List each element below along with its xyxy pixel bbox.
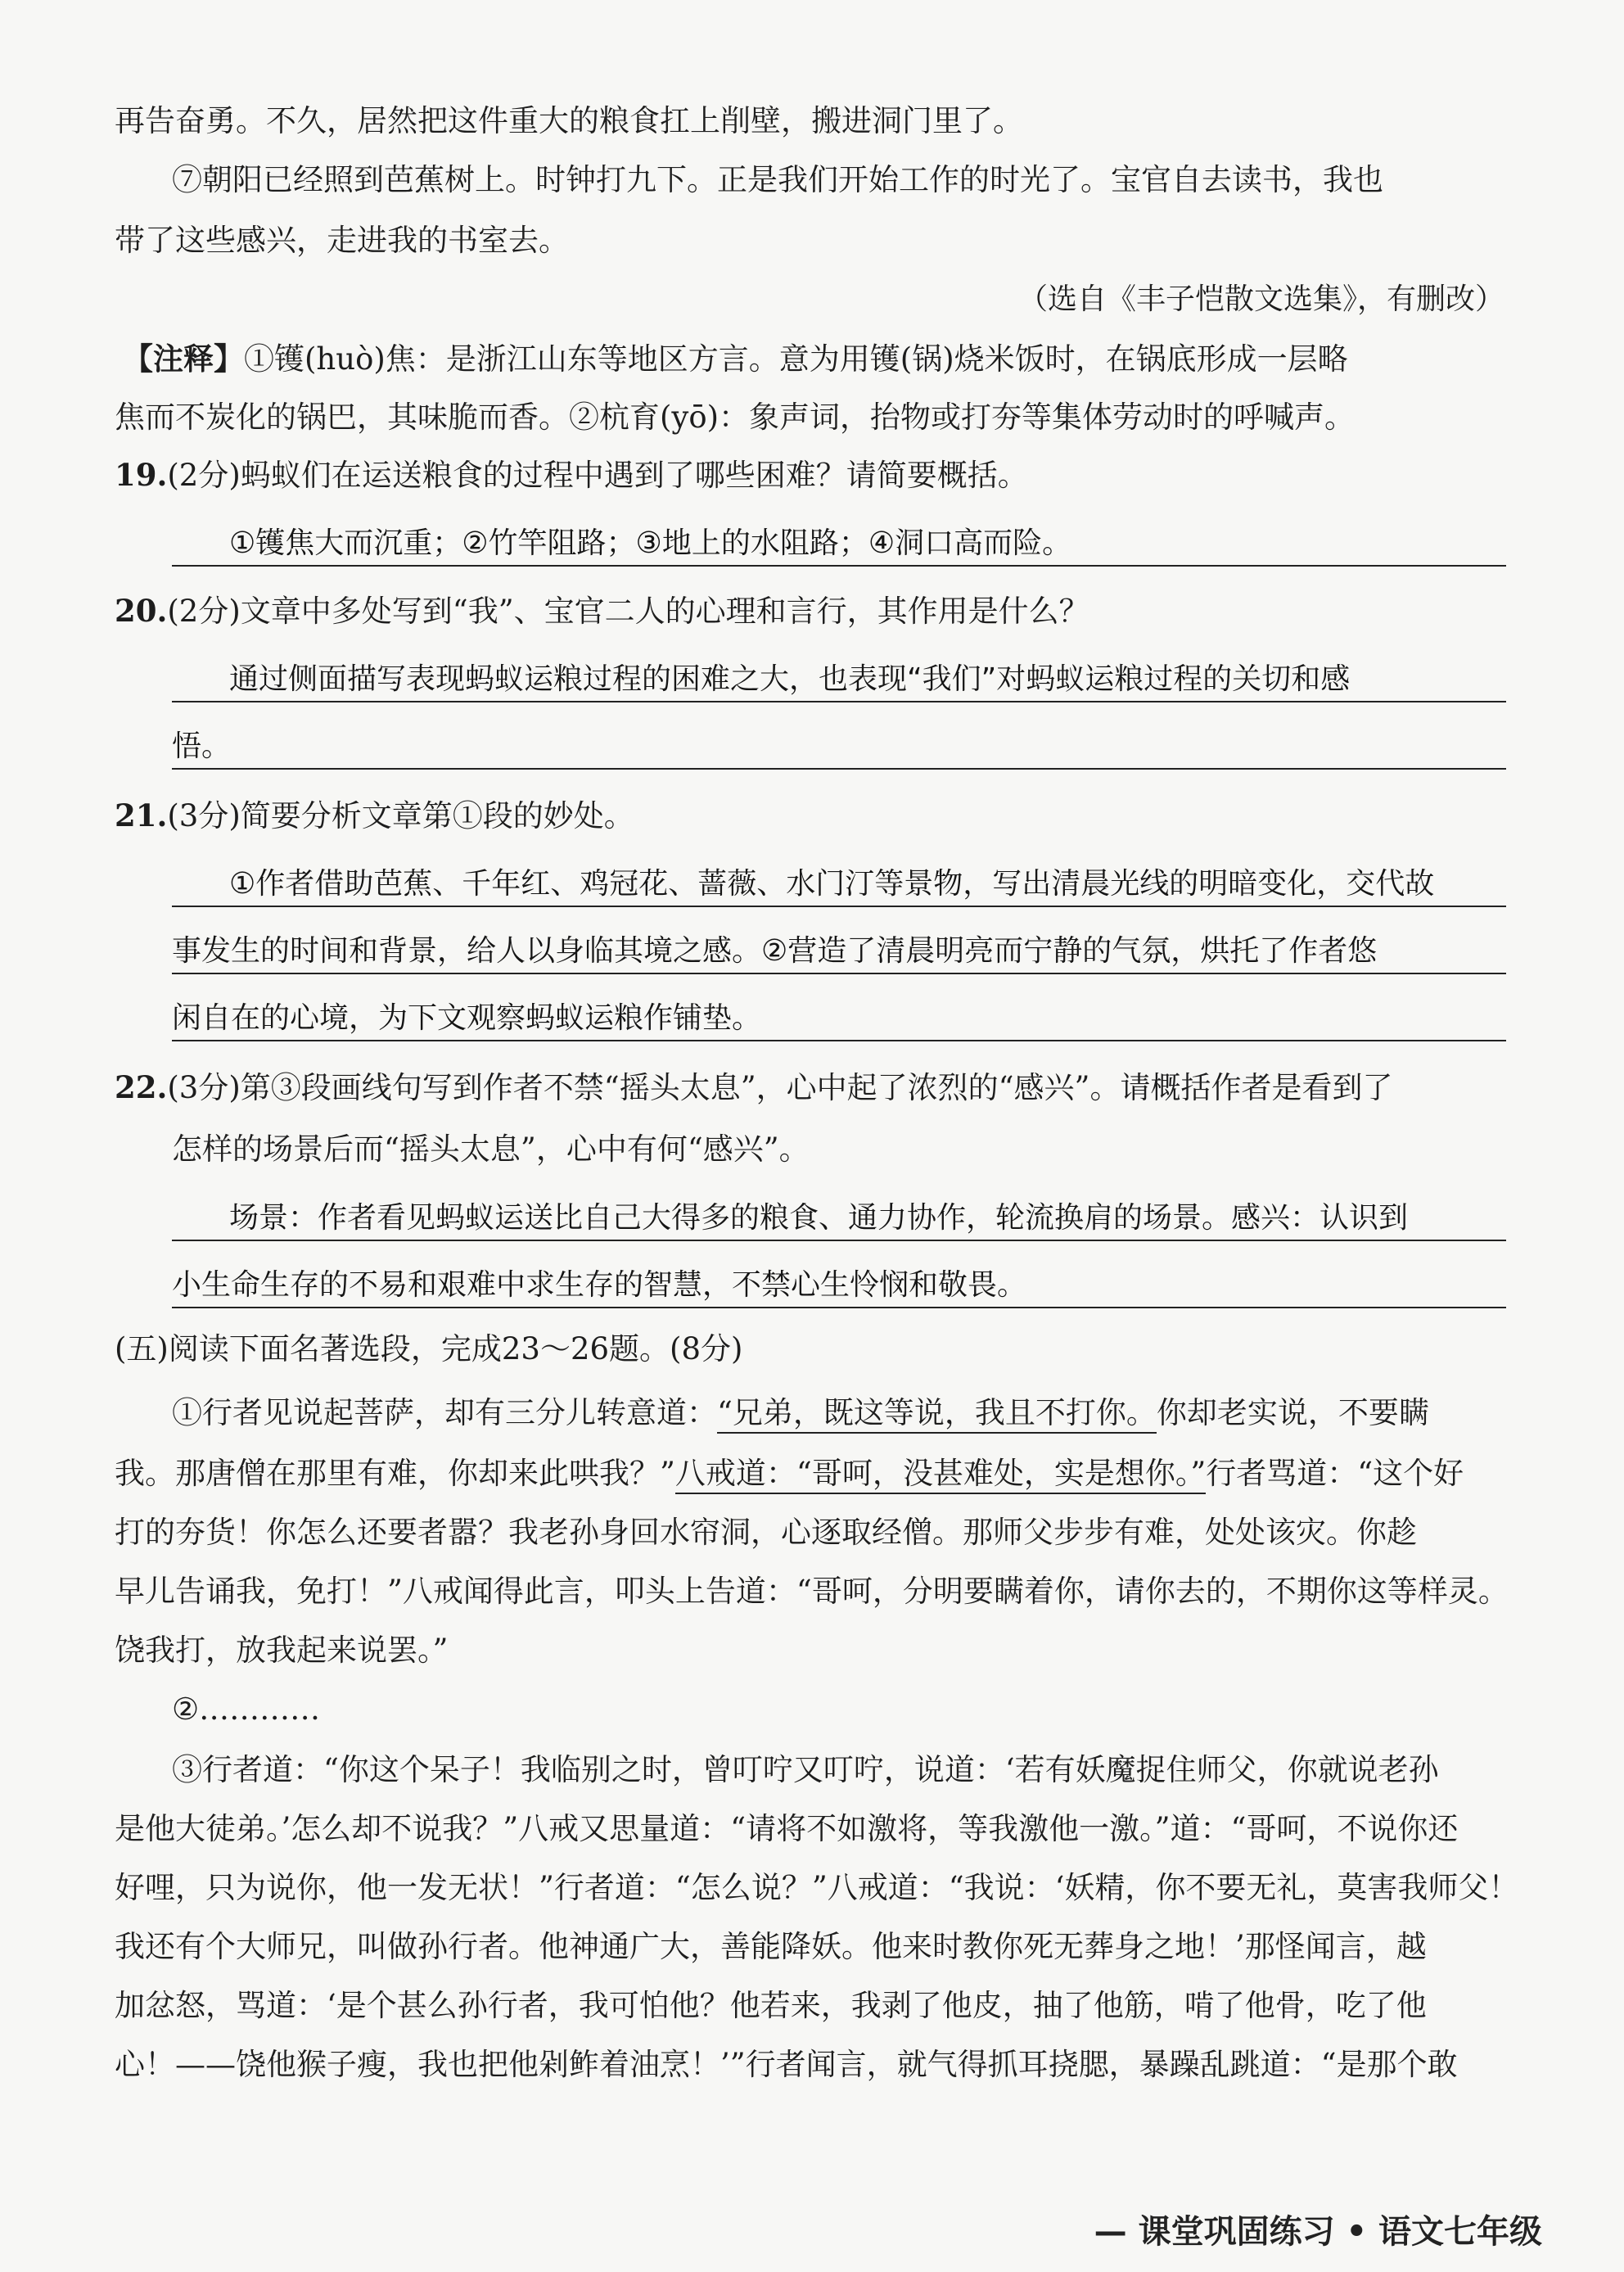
excerpt-text: 你却老实说，不要瞒 — [1156, 1395, 1429, 1430]
question-22-line-1 — [115, 1068, 1506, 1108]
excerpt-p1-line-1 — [172, 1393, 1563, 1433]
question-21 — [115, 796, 1506, 836]
answer-20-line-2[interactable]: 悟。 — [172, 729, 232, 763]
paragraph-7-line-2: 带了这些感兴，走进我的书室去。 — [115, 223, 569, 258]
excerpt-p2: ②………… — [172, 1692, 321, 1727]
excerpt-p1-line-4: 早儿告诵我，免打！”八戒闻得此言，叩头上告道：“哥呵，分明要瞒着你，请你去的，不期你这等样灵。 — [115, 1574, 1509, 1609]
excerpt-p3-line-3: 好哩，只为说你，他一发无状！”行者道：“怎么说？”八戒道：“我说：‘妖精，你不要无礼，莫害我师父！ — [115, 1870, 1519, 1905]
question-19-number: 19. — [115, 457, 168, 493]
underlined-sentence: 八戒道：“哥呵，没甚难处，实是想你。” — [675, 1456, 1206, 1494]
section-5-heading: (五)阅读下面名著选段，完成23～26题。(8分) — [115, 1331, 743, 1366]
answer-line-rule — [172, 906, 1506, 907]
answer-line-rule — [172, 701, 1506, 702]
answer-line-rule — [172, 768, 1506, 770]
paragraph-6-end: 再告奋勇。不久，居然把这件重大的粮食扛上削壁，搬进洞门里了。 — [115, 103, 1023, 138]
page-footer: — 课堂巩固练习 • 语文七年级 — [1094, 2213, 1542, 2251]
answer-line-rule — [172, 1040, 1506, 1041]
question-20-number: 20. — [115, 593, 168, 629]
question-22-text-1: (3分)第③段画线句写到作者不禁“摇头太息”，心中起了浓烈的“感兴”。请概括作者是看到了 — [167, 1070, 1393, 1105]
excerpt-p3-line-2: 是他大徒弟。’怎么却不说我？”八戒又思量道：“请将不如激将，等我激他一激。”道：“哥呵，不说你还 — [115, 1811, 1459, 1846]
question-21-number: 21. — [115, 797, 168, 833]
underlined-sentence: “兄弟，既这等说，我且不打你。 — [717, 1395, 1157, 1434]
answer-19-line-1[interactable]: ①镬焦大而沉重；②竹竿阻路；③地上的水阻路；④洞口高而险。 — [229, 526, 1072, 560]
answer-line-rule — [172, 1307, 1506, 1308]
question-22-number: 22. — [115, 1069, 168, 1105]
answer-22-line-1[interactable]: 场景：作者看见蚂蚁运送比自己大得多的粮食、通力协作，轮流换肩的场景。感兴：认识到 — [229, 1201, 1409, 1235]
answer-21-line-1[interactable]: ①作者借助芭蕉、千年红、鸡冠花、蔷薇、水门汀等景物，写出清晨光线的明暗变化，交代故 — [229, 867, 1435, 901]
excerpt-text: ①行者见说起菩萨，却有三分儿转意道： — [172, 1395, 717, 1430]
source-citation: （选自《丰子恺散文选集》，有删改） — [1017, 282, 1504, 316]
paragraph-7-line-1: ⑦朝阳已经照到芭蕉树上。时钟打九下。正是我们开始工作的时光了。宝官自去读书，我也 — [172, 162, 1383, 197]
question-20-text: (2分)文章中多处写到“我”、宝官二人的心理和言行，其作用是什么？ — [167, 594, 1089, 629]
answer-line-rule — [172, 973, 1506, 974]
answer-21-line-3[interactable]: 闲自在的心境，为下文观察蚂蚁运粮作铺垫。 — [172, 1001, 762, 1035]
excerpt-p3-line-1: ③行者道：“你这个呆子！我临别之时，曾叮咛又叮咛，说道：‘若有妖魔捉住师父，你就说老孙 — [172, 1752, 1439, 1787]
excerpt-p1-line-2 — [115, 1454, 1506, 1493]
question-22-line-2: 怎样的场景后而“摇头太息”，心中有何“感兴”。 — [172, 1131, 810, 1167]
question-21-text: (3分)简要分析文章第①段的妙处。 — [167, 798, 634, 833]
answer-20-line-1[interactable]: 通过侧面描写表现蚂蚁运粮过程的困难之大，也表现“我们”对蚂蚁运粮过程的关切和感 — [229, 662, 1351, 696]
annotation-text-1: ①镬(huò)焦：是浙江山东等地区方言。意为用镬(锅)烧米饭时，在锅底形成一层略 — [244, 341, 1348, 377]
question-19 — [115, 455, 1506, 495]
question-19-text: (2分)蚂蚁们在运送粮食的过程中遇到了哪些困难？请简要概括。 — [167, 458, 1028, 493]
excerpt-p3-line-5: 加忿怒，骂道：‘是个甚么孙行者，我可怕他？他若来，我剥了他皮，抽了他筋，啃了他骨，吃了他 — [115, 1988, 1427, 2023]
annotation-tag: 【注释】 — [123, 341, 244, 377]
answer-21-line-2[interactable]: 事发生的时间和背景，给人以身临其境之感。②营造了清晨明亮而宁静的气氛，烘托了作者悠 — [172, 934, 1378, 968]
question-20 — [115, 591, 1506, 631]
annotation-line-1 — [123, 339, 1514, 379]
annotation-line-2: 焦而不炭化的锅巴，其味脆而香。②杭育(yō)：象声词，抬物或打夯等集体劳动时的呼喊声。 — [115, 400, 1356, 435]
excerpt-text: 行者骂道：“这个好 — [1206, 1456, 1464, 1491]
excerpt-p1-line-5: 饶我打，放我起来说罢。” — [115, 1633, 449, 1668]
excerpt-p1-line-3: 打的夯货！你怎么还要者嚣？我老孙身回水帘洞，心逐取经僧。那师父步步有难，处处该灾。你趁 — [115, 1515, 1417, 1550]
excerpt-text: 我。那唐僧在那里有难，你却来此哄我？” — [115, 1456, 675, 1491]
excerpt-p3-line-4: 我还有个大师兄，叫做孙行者。他神通广大，善能降妖。他来时教你死无葬身之地！’那怪闻言，越 — [115, 1929, 1427, 1964]
answer-22-line-2[interactable]: 小生命生存的不易和艰难中求生存的智慧，不禁心生怜悯和敬畏。 — [172, 1268, 1027, 1302]
excerpt-p3-line-6: 心！——饶他猴子瘦，我也把他剁鲊着油烹！’”行者闻言，就气得抓耳挠腮，暴躁乱跳道：“是那个敢 — [115, 2047, 1458, 2082]
answer-line-rule — [172, 565, 1506, 567]
answer-line-rule — [172, 1240, 1506, 1241]
